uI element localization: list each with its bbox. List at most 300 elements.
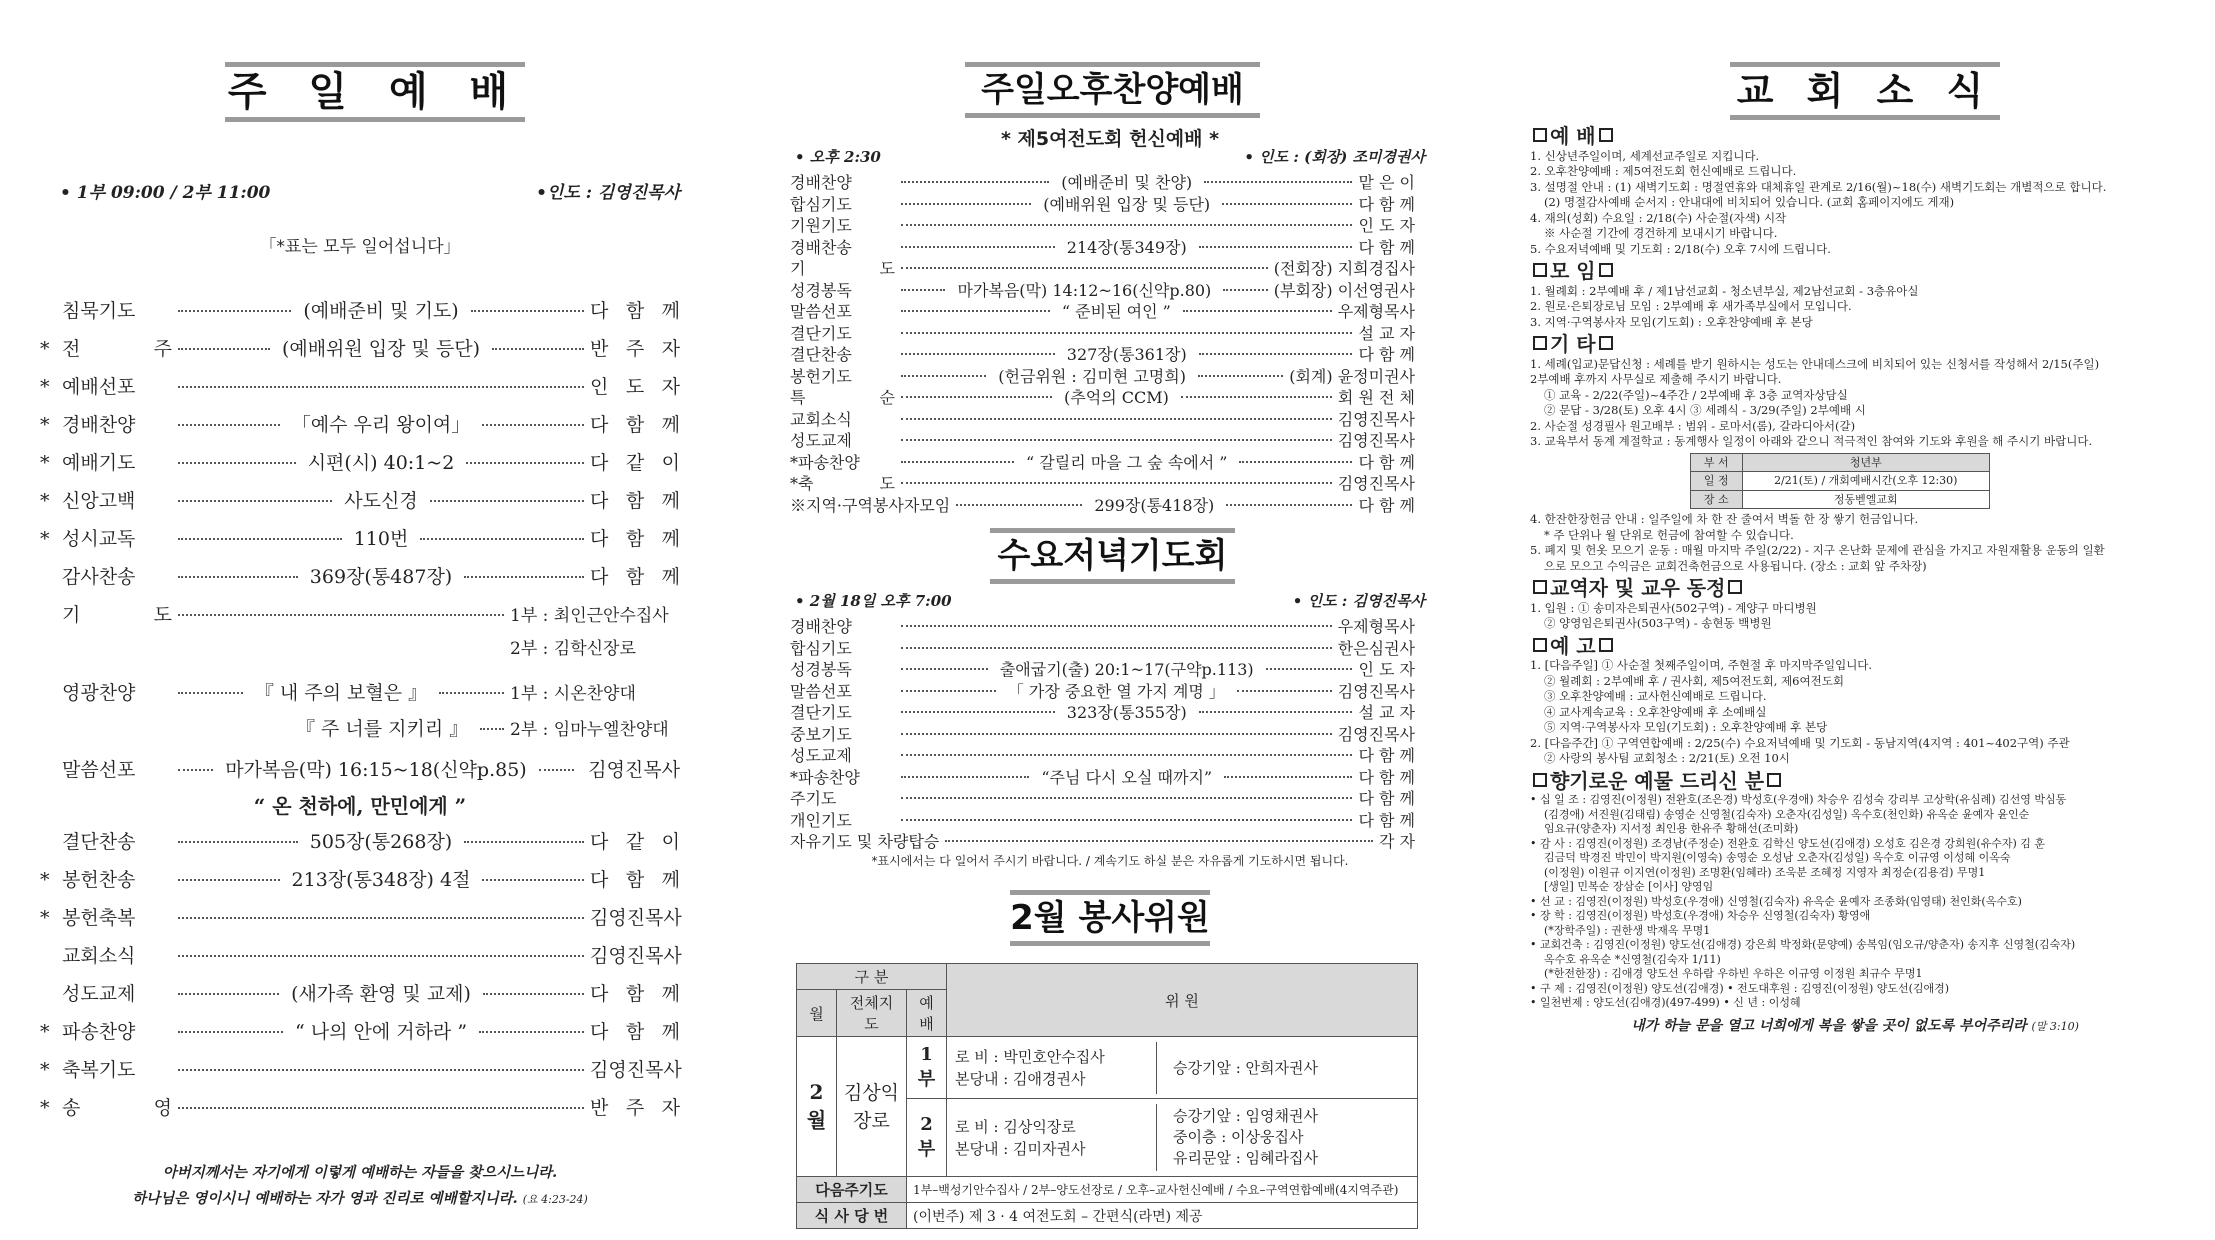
prayer-row <box>40 600 680 627</box>
glory-row-2 <box>40 714 680 741</box>
order-detail: 327장(통361장) <box>1066 345 1187 364</box>
church-news-heading <box>1730 62 2000 120</box>
section-title: 모 임 <box>1550 259 1596 283</box>
order-row <box>790 765 1415 788</box>
leader-dots <box>901 776 1029 778</box>
order-detail: 299장(통418장) <box>1094 495 1215 515</box>
order-label: 봉헌찬송 <box>62 869 136 891</box>
section-heading-other <box>1530 332 2180 356</box>
order-leader: 우제형목사 <box>1337 302 1415 321</box>
leader-dots <box>178 424 280 426</box>
afternoon-worship-column <box>790 0 1430 1240</box>
stand-marker: * <box>40 1021 50 1043</box>
table-header-overall: 전체지도 <box>837 990 907 1037</box>
staff-news <box>1530 601 2180 632</box>
meal-duty-value: (이번주) 제 3 · 4 여전도회 – 간편식(라면) 제공 <box>907 1203 1418 1229</box>
notice-line: (2) 명절감사예배 순서지 : 안내대에 비치되어 있습니다. (교회 홈페이지에도 게재) <box>1544 195 1955 209</box>
leader-dots <box>178 692 243 694</box>
wednesday-heading <box>990 528 1235 584</box>
order-label: 성도교제 <box>62 983 136 1005</box>
order-label: 파송찬양 <box>62 1021 136 1043</box>
order-label: 경배찬송 <box>790 237 852 257</box>
leader-dots <box>464 841 584 843</box>
volunteer-table <box>796 963 1418 1229</box>
notice-line: ⑤ 지역·구역봉사자 모임(기도회) : 오후찬양예배 후 본당 <box>1544 720 1828 734</box>
notice-line: • 장 학 : 김영진(이정원) 박성호(우경애) 차승우 신영철(김숙자) 황영애 <box>1530 909 1871 922</box>
table-service-1: 1부 <box>907 1037 947 1099</box>
leader-dots <box>1183 310 1332 312</box>
order-label: 교회소식 <box>62 945 136 967</box>
order-detail: 213장(통348장) 4절 <box>291 869 471 891</box>
leader-dots <box>901 819 1352 821</box>
order-row <box>790 636 1415 659</box>
order-row <box>790 786 1415 809</box>
leader-dots <box>1239 461 1352 463</box>
notice-line: 2. 사순절 성경필사 원고배부 : 범위 - 로마서(롬), 갈라디아서(갈) <box>1530 418 1856 433</box>
leader-dots <box>1199 711 1353 713</box>
other-notices <box>1530 357 2180 450</box>
order-row <box>40 1093 680 1120</box>
leader-dots <box>492 348 584 350</box>
leader-dots <box>178 879 280 881</box>
order-label: *파송찬양 <box>790 452 860 472</box>
notice-line: (김경애) 서진원(김태림) 송영순 신영철(김숙자) 오춘자(김성일) 옥수호(천인화) 유옥순 윤예자 윤인순 <box>1544 807 2030 821</box>
order-leader: 다 함 께 <box>590 566 681 588</box>
afternoon-time: • 오후 2:30 <box>795 148 881 166</box>
church-news-column <box>1530 0 2180 1240</box>
order-leader: 다 함 께 <box>1358 495 1415 515</box>
order-row <box>790 493 1415 516</box>
leader-dots <box>539 769 574 771</box>
order-leader: 김영진목사 <box>1337 431 1415 450</box>
leader-dots <box>901 797 1352 799</box>
order-leader: 다 함 께 <box>590 1021 681 1043</box>
order-row <box>40 979 680 1006</box>
table-overall: 김상익 장로 <box>837 1037 907 1177</box>
notice-line: ※ 사순절 기간에 경건하게 보내시기 바랍니다. <box>1544 226 1778 240</box>
member-line: 중이층 : 이상웅집사 <box>1173 1128 1304 1146</box>
table-header-month: 월 <box>797 990 837 1037</box>
order-label: 침묵기도 <box>62 300 136 322</box>
order-leader: 반 주 자 <box>590 1097 680 1119</box>
order-label: 경배찬양 <box>62 414 136 436</box>
order-leader: 다 함 께 <box>1358 767 1415 787</box>
leader-dots <box>1199 246 1353 248</box>
order-detail: “ 준비된 여인 ” <box>1061 302 1171 321</box>
order-leader: 다 함 께 <box>1358 789 1415 808</box>
order-detail: “ 나의 안에 거하라 ” <box>294 1021 468 1043</box>
notice-line: (*한전한장) : 김애경 양도선 우하람 우하빈 우하은 이규영 이정원 최규수 무명1 <box>1544 967 1923 980</box>
leader-dots <box>901 332 1352 334</box>
stand-marker: * <box>40 869 50 891</box>
order-label: 송 영 <box>62 1097 172 1119</box>
verse-line-1: 아버지께서는 자기에게 이렇게 예배하는 자들을 찾으시느니라. <box>162 1164 558 1181</box>
verse-line-2: 하나님은 영이시니 예배하는 자가 영과 진리로 예배할지니라. <box>132 1190 518 1207</box>
order-leader: 각 자 <box>1379 832 1415 851</box>
notice-line: [생일] 민복순 장삼순 [이사] 양영임 <box>1544 880 1714 893</box>
table-cell: 2/21(토) / 개회예배시간(오후 12:30) <box>1742 472 1989 491</box>
leader-dots <box>178 386 584 388</box>
order-label: 결단기도 <box>790 703 852 722</box>
leader-dots <box>1222 203 1352 205</box>
order-label: 결단찬송 <box>790 345 852 364</box>
notice-line: 2. 오후찬양예배 : 제5여전도회 헌신예배로 드립니다. <box>1530 164 1797 178</box>
order-label: 예배선포 <box>62 376 136 398</box>
order-leader: (회계) 윤정미권사 <box>1289 366 1415 386</box>
wednesday-time: • 2월 18일 오후 7:00 <box>795 592 952 610</box>
stand-marker: * <box>40 490 50 512</box>
leader-dots <box>901 267 1268 269</box>
table-members-2 <box>947 1099 1418 1177</box>
glory-song-2: 『 주 너를 지키리 』 <box>296 718 469 740</box>
notice-line: 김금덕 박경진 박민이 박지원(이영숙) 송영순 오성남 오춘자(김성일) 옥수호 이규영 이성혜 이옥숙 <box>1544 851 2011 864</box>
order-detail: 「예수 우리 왕이여」 <box>291 414 471 436</box>
order-row <box>790 450 1415 473</box>
order-label: 봉헌기도 <box>790 366 852 386</box>
table-service-2: 2부 <box>907 1099 947 1177</box>
order-label: 영광찬양 <box>62 682 136 704</box>
order-detail: 369장(통487장) <box>309 566 453 588</box>
leader-dots <box>901 733 1332 735</box>
volunteer-title: 2월 봉사위원 <box>1010 898 1210 938</box>
order-row <box>790 385 1415 408</box>
notice-line: 옥수호 유옥순 *신영철(김숙자 1/11) <box>1544 952 1721 966</box>
order-leader: 김영진목사 <box>1337 681 1416 701</box>
leader-dots <box>178 348 270 350</box>
order-detail: 사도신경 <box>344 490 418 512</box>
leader-dots <box>901 711 1055 713</box>
stand-marker: * <box>40 1059 50 1081</box>
notice-line: 1. 입원 : ① 송미자은퇴권사(502구역) - 계양구 마디병원 <box>1530 600 1817 615</box>
member-line: 본당내 : 김애경권사 <box>955 1069 1086 1088</box>
leader-dots <box>439 692 504 694</box>
notice-line: ② 문답 - 3/28(토) 오후 4시 ③ 세례식 - 3/29(주일) 2부예배 시 <box>1544 403 1866 417</box>
order-row <box>40 562 680 589</box>
order-label: *파송찬양 <box>790 767 860 787</box>
order-label: 기 도 <box>790 259 895 278</box>
notice-line: 4. 한잔한장헌금 안내 : 일주일에 차 한 잔 줄여서 벽돌 한 장 쌓기 헌금입니다. <box>1530 512 1919 526</box>
table-header-group: 구 분 <box>797 964 947 990</box>
order-detail: (예배위원 입장 및 등단) <box>281 338 481 360</box>
volunteer-heading <box>1010 890 1210 946</box>
glory-choir-1: 1부 : 시온찬양대 <box>510 684 636 704</box>
order-leader: 다 같 이 <box>590 831 681 853</box>
leader-dots <box>901 625 1332 627</box>
scripture-verse <box>40 1160 680 1213</box>
notice-line: 3. 설명절 안내 : (1) 새벽기도회 : 명절연휴와 대체휴일 관계로 2/16(월)~18(수) 새벽기도회는 개별적으로 합니다. <box>1530 179 2107 194</box>
stand-marker: * <box>40 1097 50 1119</box>
verse-reference: (요 4:23-24) <box>522 1193 588 1206</box>
leader-dots <box>901 439 1332 441</box>
order-leader: 김영진목사 <box>1337 474 1415 493</box>
stand-marker: * <box>40 452 50 474</box>
glory-choir-2: 2부 : 임마누엘찬양대 <box>510 720 669 740</box>
notice-line: 1. 신상년주일이며, 세계선교주일로 지킵니다. <box>1530 148 1760 163</box>
glory-row <box>40 678 680 705</box>
leader-dots <box>178 841 298 843</box>
order-detail: 출애굽기(출) 20:1~17(구약p.113) <box>999 660 1254 679</box>
order-leader: 다 함 께 <box>590 983 680 1005</box>
member-line: 본당내 : 김미자권사 <box>955 1139 1086 1158</box>
notice-line: 으로 모으고 수익금은 교회건축헌금으로 사용됩니다. (장소 : 교회 앞 주차장) <box>1544 558 1927 573</box>
leader-dots <box>482 424 584 426</box>
table-header-members: 위 원 <box>947 964 1418 1037</box>
leader-dots <box>178 1031 283 1033</box>
order-leader: 다 함 께 <box>590 300 681 322</box>
leader-dots <box>956 504 1082 506</box>
sermon-preacher: 김영진목사 <box>588 759 680 781</box>
order-row <box>40 1055 680 1082</box>
order-row <box>40 296 680 323</box>
leader-dots <box>901 224 1352 226</box>
notice-line: 3. 지역·구역봉사자 모임(기도회) : 오후찬양예배 후 본당 <box>1530 314 1813 329</box>
notice-line: • 일천번제 : 양도선(김애경)(497-499) • 신 년 : 이성혜 <box>1530 996 1801 1009</box>
notice-line: • 선 교 : 김영진(이정원) 박성호(우경애) 신영철(김숙자) 유옥순 윤예자 조종화(임영태) 천인화(옥수호) <box>1530 894 2022 908</box>
member-line: 로 비 : 박민호안수집사 <box>955 1047 1105 1066</box>
order-row <box>40 410 680 437</box>
stand-marker: * <box>40 907 50 929</box>
order-detail: (추억의 CCM) <box>1064 388 1169 407</box>
order-detail: 323장(통355장) <box>1066 703 1187 722</box>
prayer-leader-1: 1부 : 최인근안수집사 <box>510 606 669 626</box>
notice-line: • 교회건축 : 김영진(이정원) 양도선(김애경) 강은희 박정화(문양예) 송복임(임오규/양춘자) 송지후 신영철(김숙자) <box>1530 938 2076 951</box>
table-cell: 부 서 <box>1691 453 1743 472</box>
order-label: 말씀선포 <box>790 681 852 701</box>
order-row <box>40 1017 680 1044</box>
notice-line: ① 교육 - 2/22(주일)~4주간 / 2부예배 후 3층 교역자상담실 <box>1544 387 1848 402</box>
notice-line: ③ 오후찬양예배 : 교사헌신예배로 드립니다. <box>1544 689 1767 703</box>
order-leader: 한은심권사 <box>1337 638 1415 658</box>
order-label: 합심기도 <box>790 194 852 214</box>
table-month: 2월 <box>797 1037 837 1177</box>
leader-dots <box>482 879 584 881</box>
news-title: 교 회 소 식 <box>1736 69 1994 113</box>
sermon-scripture: 마가복음(막) 16:15~18(신약p.85) <box>225 759 527 781</box>
order-row <box>790 471 1415 494</box>
order-leader: 회 원 전 체 <box>1337 388 1415 407</box>
order-detail: 「 가장 중요한 열 가지 계명 」 <box>1007 681 1225 701</box>
notice-line: ④ 교사계속교육 : 오후찬양예배 후 소예배실 <box>1544 704 1767 719</box>
sunday-worship-column <box>40 0 700 1240</box>
glory-song-1: 『 내 주의 보혈은 』 <box>254 682 428 704</box>
youth-schedule-table <box>1690 453 1990 510</box>
worship-notices <box>1530 149 2180 258</box>
order-leader: 인 도 자 <box>590 376 680 398</box>
order-leader: 다 같 이 <box>590 452 681 474</box>
order-detail: (새가족 환영 및 교제) <box>291 983 471 1005</box>
leader-dots <box>420 538 584 540</box>
order-row <box>790 192 1415 215</box>
order-label: 성경봉독 <box>790 660 852 679</box>
stand-marker: * <box>40 376 50 398</box>
section-title: 예 고 <box>1550 633 1596 658</box>
leader-dots <box>1223 289 1267 291</box>
leader-dots <box>1199 353 1353 355</box>
order-label: 합심기도 <box>790 638 852 658</box>
afternoon-leader: • 인도 : (회장) 조미경권사 <box>1244 148 1425 166</box>
leader-dots <box>479 1031 584 1033</box>
leader-dots <box>901 396 1052 398</box>
order-leader: 다 함 께 <box>590 414 680 436</box>
order-detail: 시편(시) 40:1~2 <box>307 452 455 474</box>
preview-notices <box>1530 658 2180 767</box>
order-leader: 인 도 자 <box>1358 660 1416 679</box>
order-label: 중보기도 <box>790 724 852 744</box>
order-label: 경배찬양 <box>790 173 852 192</box>
order-leader: (부회장) 이선영권사 <box>1273 280 1415 300</box>
order-label: 성경봉독 <box>790 280 852 300</box>
leader-dots <box>178 1107 584 1109</box>
table-cell: 일 정 <box>1691 472 1743 491</box>
leader-dots <box>1224 776 1352 778</box>
leader-dots <box>901 647 1332 649</box>
order-row <box>790 299 1415 322</box>
order-leader: 반 주 자 <box>590 338 681 360</box>
order-row <box>790 342 1415 365</box>
notice-line: • 십 일 조 : 김영진(이정원) 전완호(조은경) 박성호(우경애) 차승우 김성숙 강리부 고상학(유심례) 김선영 박심동 <box>1530 793 2067 806</box>
order-label: 결단찬송 <box>62 831 136 853</box>
leader-dots <box>1266 668 1353 670</box>
order-label: 경배찬양 <box>790 617 852 636</box>
notice-line: 5. 폐지 및 헌옷 모으기 운동 : 매월 마지막 주일(2/22) - 지구 온난화 문제에 관심을 가지고 자원재활용 운동의 일환 <box>1530 543 2105 557</box>
order-row <box>790 722 1415 745</box>
notice-line: 1. [다음주일] ① 사순절 첫째주일이며, 주현절 후 마지막주일입니다. <box>1530 658 1873 672</box>
order-row <box>790 407 1415 430</box>
order-label: 성도교제 <box>790 431 852 450</box>
order-leader: 다 함 께 <box>590 869 680 891</box>
order-row <box>790 743 1415 766</box>
member-line: 승강기앞 : 안희자권사 <box>1173 1059 1319 1077</box>
leader-dots <box>1181 396 1332 398</box>
section-heading-preview <box>1530 633 2180 658</box>
order-label: 특 순 <box>790 388 895 407</box>
leader-dots <box>178 462 296 464</box>
notice-line: • 감 사 : 김영진(이정원) 조경남(주정순) 전완호 김학신 양도선(김애경) 오성호 김은경 강희원(유수자) 김 훈 <box>1530 836 2046 850</box>
meeting-notices <box>1530 284 2180 331</box>
order-leader: (전회장) 지희경집사 <box>1273 259 1415 278</box>
table-header-service: 예배 <box>907 990 947 1037</box>
order-row <box>790 679 1415 702</box>
table-members-1 <box>947 1037 1418 1099</box>
section-title: 교역자 및 교우 동정 <box>1550 576 1726 600</box>
order-leader: 다 함 께 <box>1358 452 1416 472</box>
order-label: 자유기도 및 차량탑승 <box>790 832 940 851</box>
order-detail: “주님 다시 오실 때까지” <box>1041 767 1213 787</box>
news-body <box>1530 122 2180 1034</box>
order-leader: 설 교 자 <box>1358 323 1415 343</box>
order-row <box>790 321 1415 344</box>
sunday-worship-heading <box>225 62 525 122</box>
leader-dots <box>1198 375 1283 377</box>
order-row <box>790 808 1415 831</box>
notice-line: * 주 단위나 월 단위로 헌금에 참여할 수 있습니다. <box>1544 527 1794 542</box>
service-leader: •인도 : 김영진목사 <box>536 183 680 203</box>
order-label: 주기도 <box>790 789 837 808</box>
notice-line: ② 양영임은퇴권사(503구역) - 송현동 백병원 <box>1544 616 1772 630</box>
table-cell: 청년부 <box>1742 453 1989 472</box>
leader-dots <box>945 840 1373 842</box>
leader-dots <box>178 993 279 995</box>
page-title: 주 일 예 배 <box>227 69 523 115</box>
prayer-row-2 <box>40 634 680 659</box>
leader-dots <box>471 310 584 312</box>
order-row <box>790 829 1415 852</box>
leader-dots <box>901 246 1055 248</box>
leader-dots <box>901 289 945 291</box>
order-label: *축 도 <box>790 474 895 493</box>
order-leader: 다 함 께 <box>1358 194 1415 214</box>
order-leader: 김영진목사 <box>590 907 682 929</box>
leader-dots <box>901 353 1055 355</box>
leader-dots <box>901 482 1332 484</box>
order-label: 개인기도 <box>790 810 852 830</box>
order-label: 결단기도 <box>790 323 852 343</box>
order-leader: 김영진목사 <box>590 1059 682 1081</box>
service-times: • 1부 09:00 / 2부 11:00 <box>60 183 271 203</box>
leader-dots <box>1226 504 1352 506</box>
closing-verse <box>1530 1019 2180 1035</box>
order-detail: 마가복음(막) 14:12~16(신약p.80) <box>957 280 1212 300</box>
notice-line: • 구 제 : 김영진(이정원) 양도선(김애경) • 전도대후원 : 김영진(이정원) 양도선(김애경) <box>1530 981 1950 995</box>
table-cell: 정동벧엘교회 <box>1742 490 1989 509</box>
order-row <box>40 865 680 892</box>
leader-dots <box>178 310 291 312</box>
closing-verse-text: 내가 하늘 문을 열고 너희에게 복을 쌓을 곳이 없도록 부어주리라 <box>1631 1017 2027 1034</box>
member-line: 승강기앞 : 임영채권사 <box>1173 1107 1319 1125</box>
order-label: 기원기도 <box>790 216 852 235</box>
notice-line: 3. 교육부서 동계 계절학교 : 동계행사 일정이 아래와 같으니 적극적인 참여와 기도와 후원을 해 주시기 바랍니다. <box>1530 434 2093 448</box>
order-leader: 다 함 께 <box>1358 345 1416 364</box>
table-cell: 장 소 <box>1691 490 1743 509</box>
order-row <box>790 213 1415 236</box>
closing-verse-reference: (말 3:10) <box>2031 1019 2079 1033</box>
order-row <box>790 170 1415 193</box>
section-heading-meetings <box>1530 259 2180 283</box>
notice-line: (*장학주일) : 권한생 박재옥 무명1 <box>1544 923 1711 937</box>
order-label: 말씀선포 <box>62 759 136 781</box>
leader-dots <box>178 1069 584 1071</box>
notice-line: 4. 재의(성회) 수요일 : 2/18(수) 사순절(자색) 시작 <box>1530 210 1787 225</box>
order-leader: 다 함 께 <box>590 490 681 512</box>
next-week-value: 1부–백성기안수집사 / 2부–양도선장로 / 오후–교사헌신예배 / 수요–구역연합예배(4지역주관) <box>907 1177 1418 1203</box>
section-title: 기 타 <box>1550 332 1596 356</box>
notice-line: (이정원) 이원규 이지연(이정원) 조명환(임혜라) 조욱분 조혜정 지영자 최정순(김용검) 무명1 <box>1544 865 1986 879</box>
afternoon-subtitle: * 제5여전도회 헌신예배 * <box>1000 128 1220 150</box>
leader-dots <box>901 203 1031 205</box>
order-row <box>40 827 680 854</box>
leader-dots <box>466 462 584 464</box>
sermon-row <box>40 755 680 782</box>
order-row <box>40 941 680 968</box>
meal-duty-label: 식 사 당 번 <box>797 1203 907 1229</box>
order-row <box>790 657 1415 680</box>
leader-dots <box>480 728 504 730</box>
wednesday-note: *표시에서는 다 일어서 주시기 바랍니다. / 계속기도 하실 분은 자유롭게 기도하시면 됩니다. <box>871 854 1349 868</box>
section-heading-staff-news <box>1530 576 2180 600</box>
notice-line: 5. 수요저녁예배 및 기도회 : 2/18(수) 오후 7시에 드립니다. <box>1530 241 1831 256</box>
section-title: 향기로운 예물 드리신 분 <box>1550 768 1765 793</box>
order-row <box>40 903 680 930</box>
order-label: 성도교제 <box>790 746 852 765</box>
leader-dots <box>901 690 996 692</box>
sermon-title: “ 온 천하에, 만민에게 ” <box>253 794 467 818</box>
leader-dots <box>901 181 1049 183</box>
leader-dots <box>430 500 584 502</box>
order-detail: (예배준비 및 찬양) <box>1061 173 1193 192</box>
order-label: 신앙고백 <box>62 490 136 512</box>
order-detail: 505장(통268장) <box>309 831 453 853</box>
leader-dots <box>178 538 342 540</box>
